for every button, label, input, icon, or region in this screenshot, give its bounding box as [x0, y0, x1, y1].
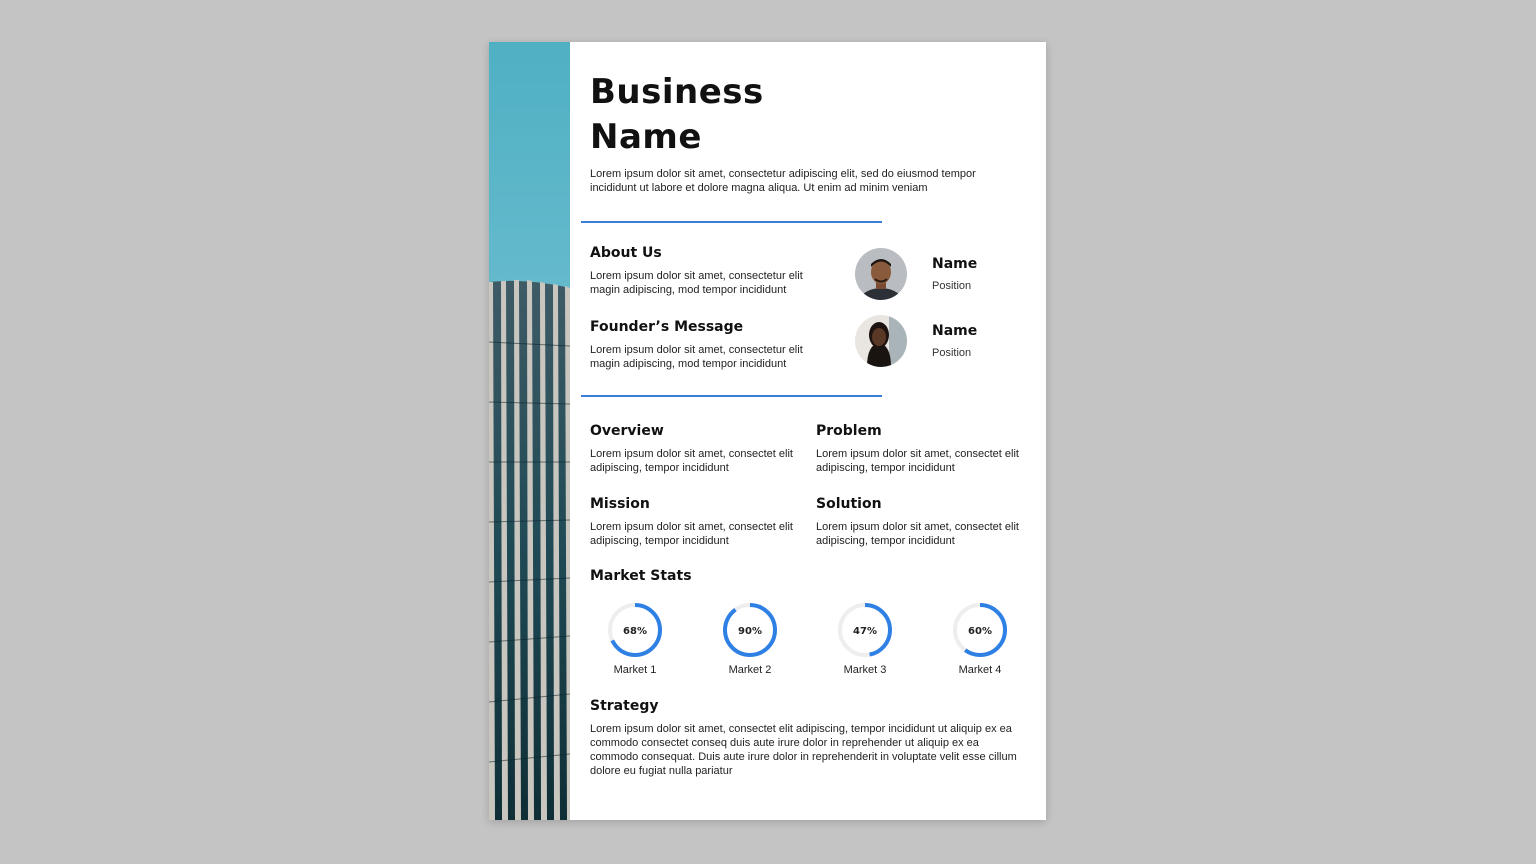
stat-percent: 60% [968, 626, 992, 637]
intro-text: Lorem ipsum dolor sit amet, consectetur adipiscing elit, sed do eiusmod tempor incididunt ut labore et dolore magna aliqua. Ut enim ad minim veniam [590, 168, 976, 194]
stat-label: Market 3 [843, 664, 887, 676]
problem-heading: Problem [816, 423, 882, 439]
mission-text: Lorem ipsum dolor sit amet, consectet elit adipiscing, tempor incididunt [590, 521, 793, 547]
about-us-heading: About Us [590, 245, 662, 261]
overview-heading: Overview [590, 423, 664, 439]
founders-message-heading: Founder’s Message [590, 319, 744, 335]
person-1-position: Position [932, 280, 972, 292]
section-divider [581, 221, 882, 223]
stat-label: Market 2 [728, 664, 772, 676]
person-2-position: Position [932, 347, 972, 359]
person-card [855, 248, 1035, 304]
document-page [489, 42, 1046, 820]
progress-ring [720, 600, 780, 660]
progress-ring [950, 600, 1010, 660]
document-content [590, 42, 1046, 820]
progress-ring [835, 600, 895, 660]
building-photo [489, 42, 570, 820]
market-stat-3 [820, 600, 910, 676]
person-1-name: Name [932, 256, 978, 272]
solution-text: Lorem ipsum dolor sit amet, consectet elit adipiscing, tempor incididunt [816, 521, 1019, 547]
stat-percent: 90% [738, 626, 762, 637]
mission-heading: Mission [590, 496, 650, 512]
strategy-heading: Strategy [590, 698, 659, 714]
solution-heading: Solution [816, 496, 882, 512]
person-2-avatar [855, 315, 907, 367]
about-us-text: Lorem ipsum dolor sit amet, consectetur elit magin adipiscing, mod tempor incididunt [590, 270, 803, 296]
stat-percent: 68% [623, 626, 647, 637]
business-name-title: Business Name [590, 72, 764, 157]
stat-percent: 47% [853, 626, 877, 637]
market-stat-4 [935, 600, 1025, 676]
stat-label: Market 1 [613, 664, 657, 676]
person-card [855, 315, 1035, 371]
founders-message-text: Lorem ipsum dolor sit amet, consectetur elit magin adipiscing, mod tempor incididunt [590, 344, 803, 370]
overview-text: Lorem ipsum dolor sit amet, consectet elit adipiscing, tempor incididunt [590, 448, 793, 474]
section-divider [581, 395, 882, 397]
person-1-avatar [855, 248, 907, 300]
strategy-text: Lorem ipsum dolor sit amet, consectet elit adipiscing, tempor incididunt ut aliquip ex ea commodo consectet conseq duis aute irure dolor in reprehender ut aliquip ex ea commodo consequat. Duis aute irure dolor in reprehenderit in voluptate velit esse cillum dolore eu fugiat nulla pariatur [590, 723, 1017, 777]
progress-ring [605, 600, 665, 660]
stat-label: Market 4 [958, 664, 1002, 676]
person-2-name: Name [932, 323, 978, 339]
market-stats-heading: Market Stats [590, 568, 692, 584]
market-stat-2 [705, 600, 795, 676]
market-stat-1 [590, 600, 680, 676]
problem-text: Lorem ipsum dolor sit amet, consectet elit adipiscing, tempor incididunt [816, 448, 1019, 474]
